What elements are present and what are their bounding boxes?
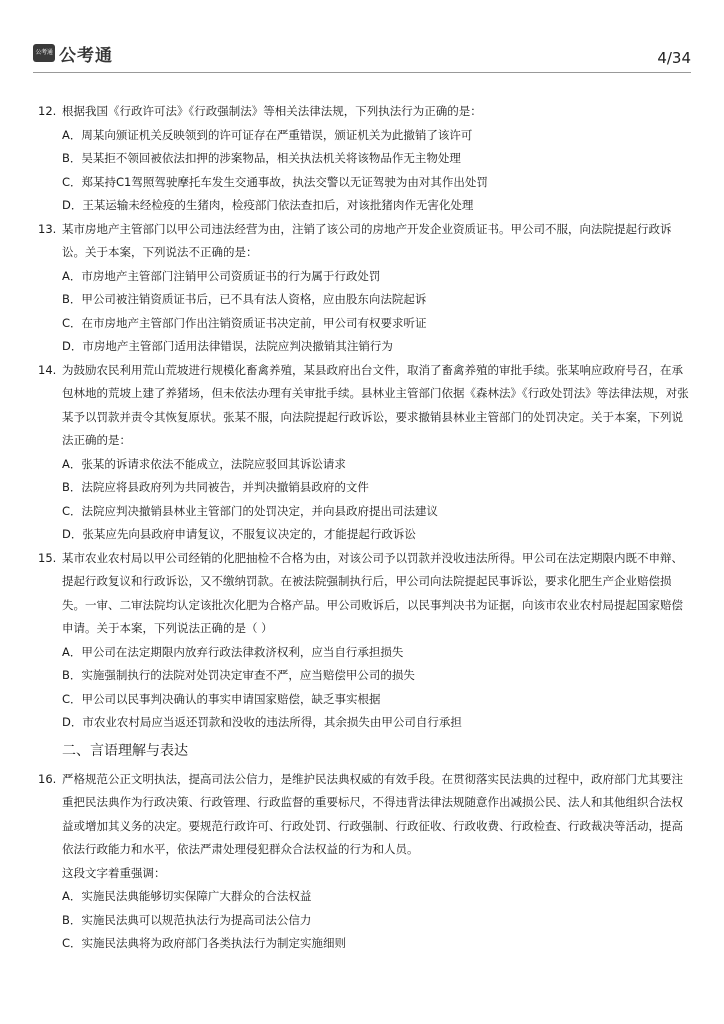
option-b: B．甲公司被注销资质证书后，已不具有法人资格，应由股东向法院起诉 bbox=[62, 292, 427, 306]
option-c: C．在市房地产主管部门作出注销资质证书决定前，甲公司有权要求听证 bbox=[62, 315, 427, 330]
option-d: D．王某运输未经检疫的生猪肉，检疫部门依法查扣后，对该批猪肉作无害化处理 bbox=[62, 198, 474, 212]
option-a: A．张某的诉请求依法不能成立，法院应驳回其诉讼请求 bbox=[62, 456, 346, 471]
option-d: D．市农业农村局应当返还罚款和没收的违法所得，其余损失由甲公司自行承担 bbox=[62, 715, 462, 729]
question-16 bbox=[0, 768, 724, 862]
option-c: C．法院应判决撤销县林业主管部门的处罚决定，并向县政府提出司法建议 bbox=[62, 503, 439, 518]
question-15 bbox=[0, 547, 724, 641]
question-number: 15. bbox=[38, 550, 57, 565]
question-stem: 为鼓励农民利用荒山荒坡进行规模化畜禽养殖，某县政府出台文件，取消了畜禽养殖的审批手续。张某响应政府号召，在承包林地的荒坡上建了养猪场，但未依法办理有关审批手续。县林业主管部门依据《森林法》《行政处罚法》等法律法规，对张某予以罚款并责令其恢复原状。张某不服，向法院提起行政诉讼，要求撤销县林业主管部门的处罚决定。关于本案，下列说法正确的是： bbox=[62, 362, 689, 447]
question-prompt: 这段文字着重强调： bbox=[62, 865, 166, 880]
header-divider bbox=[33, 72, 691, 73]
option-a: A．市房地产主管部门注销甲公司资质证书的行为属于行政处罚 bbox=[62, 268, 381, 283]
question-stem: 根据我国《行政许可法》《行政强制法》等相关法律法规，下列执法行为正确的是： bbox=[62, 104, 482, 118]
option-d: D．张某应先向县政府申请复议，不服复议决定的，才能提起行政诉讼 bbox=[62, 527, 416, 541]
question-12 bbox=[0, 100, 724, 124]
option-c: C．郑某持C1驾照驾驶摩托车发生交通事故，执法交警以无证驾驶为由对其作出处罚 bbox=[62, 174, 488, 189]
document-body bbox=[0, 100, 724, 956]
page-header bbox=[0, 0, 724, 80]
question-14 bbox=[0, 359, 724, 453]
logo-text: 公考通 bbox=[59, 46, 113, 66]
option-b: B．法院应将县政府列为共同被告，并判决撤销县政府的文件 bbox=[62, 480, 369, 494]
section-title: 二、言语理解与表达 bbox=[62, 742, 188, 759]
option-b: B．实施强制执行的法院对处罚决定审查不严，应当赔偿甲公司的损失 bbox=[62, 668, 415, 682]
option-a: A．实施民法典能够切实保障广大群众的合法权益 bbox=[62, 889, 312, 903]
option-b: B．实施民法典可以规范执法行为提高司法公信力 bbox=[62, 912, 312, 927]
question-stem: 某市农业农村局以甲公司经销的化肥抽检不合格为由，对该公司予以罚款并没收违法所得。甲公司在法定期限内既不申辩、提起行政复议和行政诉讼，又不缴纳罚款。在被法院强制执行后，甲公司向法院提起民事诉讼，要求化肥生产企业赔偿损失。一审、二审法院均认定该批次化肥为合格产品。甲公司败诉后，以民事判决书为证据，向该市农业农村局提起国家赔偿申请。关于本案，下列说法正确的是（ ） bbox=[62, 550, 683, 635]
question-stem: 某市房地产主管部门以甲公司违法经营为由，注销了该公司的房地产开发企业资质证书。甲公司不服，向法院提起行政诉讼。关于本案，下列说法不正确的是： bbox=[62, 221, 672, 259]
option-c: C．甲公司以民事判决确认的事实申请国家赔偿，缺乏事实根据 bbox=[62, 691, 381, 706]
question-number: 16. bbox=[38, 771, 57, 786]
option-b: B．吴某拒不领回被依法扣押的涉案物品，相关执法机关将该物品作无主物处理 bbox=[62, 151, 461, 165]
option-d: D．市房地产主管部门适用法律错误，法院应判决撤销其注销行为 bbox=[62, 339, 393, 353]
question-13 bbox=[0, 218, 724, 265]
option-a: A．甲公司在法定期限内放弃行政法律救济权利，应当自行承担损失 bbox=[62, 644, 404, 659]
question-number: 14. bbox=[38, 362, 57, 377]
option-a: A．周某向颁证机关反映领到的许可证存在严重错误，颁证机关为此撤销了该许可 bbox=[62, 127, 473, 142]
question-stem: 严格规范公正文明执法，提高司法公信力，是维护民法典权威的有效手段。在贯彻落实民法典的过程中，政府部门尤其要注重把民法典作为行政决策、行政管理、行政监督的重要标尺，不得违背法律法规随意作出减损公民、法人和其他组织合法权益或增加其义务的决定。要规范行政许可、行政处罚、行政强制、行政征收、行政收费、行政检查、行政裁决等活动，提高依法行政能力和水平，依法严肃处理侵犯群众合法权益的行为和人员。 bbox=[62, 771, 683, 856]
question-number: 12. bbox=[38, 104, 57, 118]
option-c: C．实施民法典将为政府部门各类执法行为制定实施细则 bbox=[62, 936, 347, 950]
page-number: 4/34 bbox=[657, 49, 691, 67]
question-number: 13. bbox=[38, 221, 57, 236]
logo-badge: 公考通 bbox=[33, 44, 55, 62]
